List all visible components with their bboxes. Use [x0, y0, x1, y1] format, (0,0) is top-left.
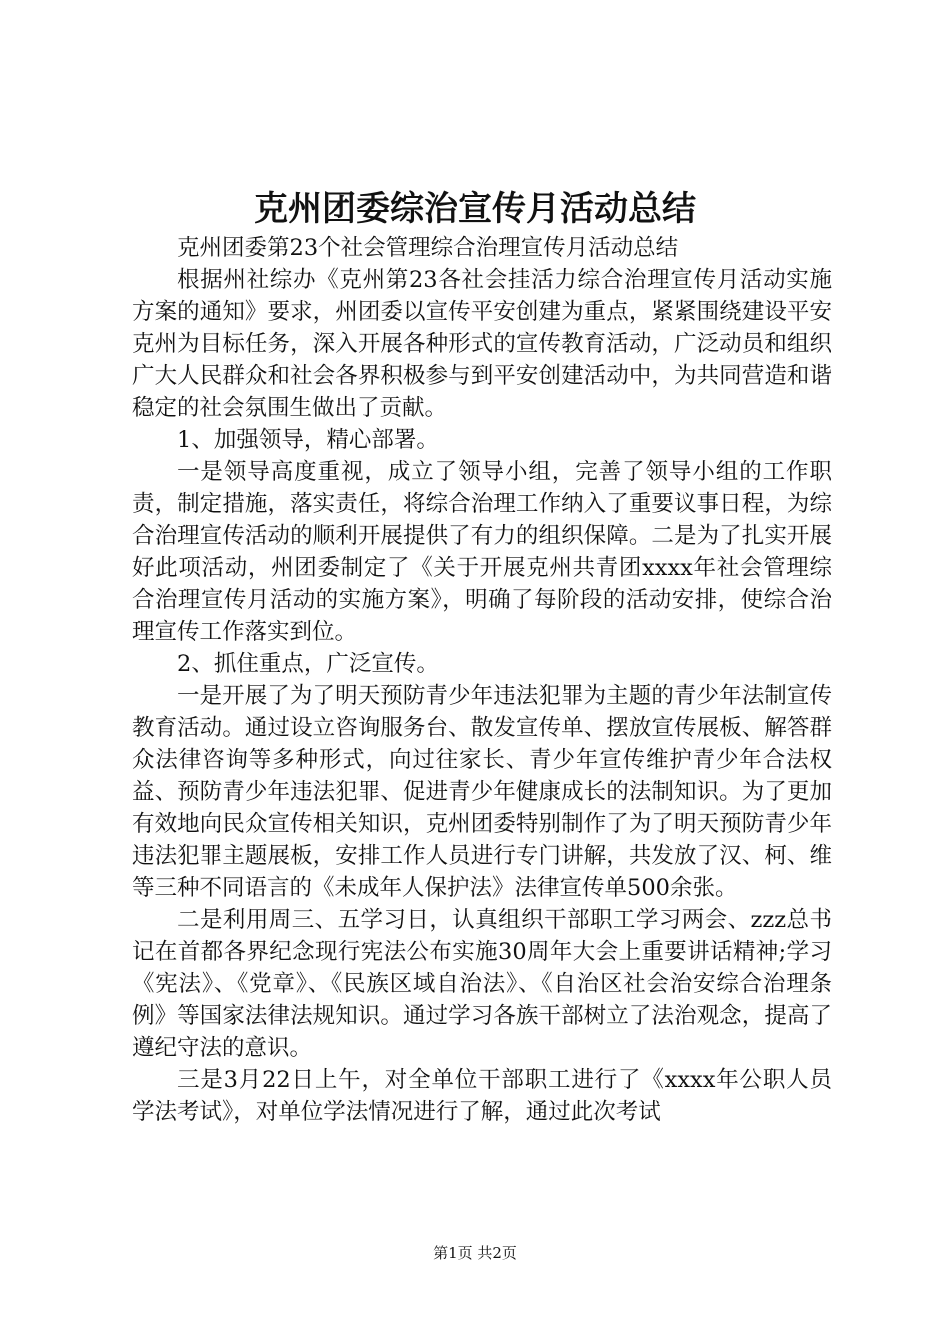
paragraph-subtitle: 克州团委第23个社会管理综合治理宣传月活动总结 [177, 235, 679, 261]
paragraph-publicity: 一是开展了为了明天预防青少年违法犯罪为主题的青少年法制宣传教育活动。通过设立咨询服务台、散发宣传单、摆放宣传展板、解答群众法律咨询等多种形式，向过往家长、青少年宣传维护青少年合法权益、预防青少年违法犯罪、促进青少年健康成长的法制知识。为了更加有效地向民众宣传相关知识，克州团委特别制作了为了明天预防青少年违法犯罪主题展板，安排工作人员进行专门讲解，共发放了汉、柯、维等三种不同语言的《未成年人保护法》法律宣传单500余张。 [132, 683, 832, 901]
document-title: 克州团委综治宣传月活动总结 [254, 189, 696, 229]
section-heading-2: 2、抓住重点，广泛宣传。 [177, 651, 439, 677]
paragraph-study: 二是利用周三、五学习日，认真组织干部职工学习两会、zzz总书记在首都各界纪念现行宪法公布实施30周年大会上重要讲话精神;学习《宪法》、《党章》、《民族区域自治法》、《自治区社会治安综合治理条例》等国家法律法规知识。通过学习各族干部树立了法治观念，提高了遵纪守法的意识。 [132, 907, 832, 1061]
page-footer: 第1页 共2页 [433, 1244, 517, 1262]
paragraph-intro: 根据州社综办《克州第23各社会挂活力综合治理宣传月活动实施方案的通知》要求，州团委以宣传平安创建为重点，紧紧围绕建设平安克州为目标任务，深入开展各种形式的宣传教育活动，广泛动员和组织广大人民群众和社会各界积极参与到平安创建活动中，为共同营造和谐稳定的社会氛围生做出了贡献。 [132, 267, 832, 421]
paragraph-leadership: 一是领导高度重视，成立了领导小组，完善了领导小组的工作职责，制定措施，落实责任，将综合治理工作纳入了重要议事日程，为综合治理宣传活动的顺利开展提供了有力的组织保障。二是为了扎实开展好此项活动，州团委制定了《关于开展克州共青团xxxx年社会管理综合治理宣传月活动的实施方案》，明确了每阶段的活动安排，使综合治理宣传工作落实到位。 [132, 459, 832, 645]
section-heading-1: 1、加强领导，精心部署。 [177, 427, 439, 453]
paragraph-exam: 三是3月22日上午，对全单位干部职工进行了《xxxx年公职人员学法考试》，对单位学法情况进行了解，通过此次考试 [132, 1067, 832, 1125]
document-body [132, 232, 832, 1128]
